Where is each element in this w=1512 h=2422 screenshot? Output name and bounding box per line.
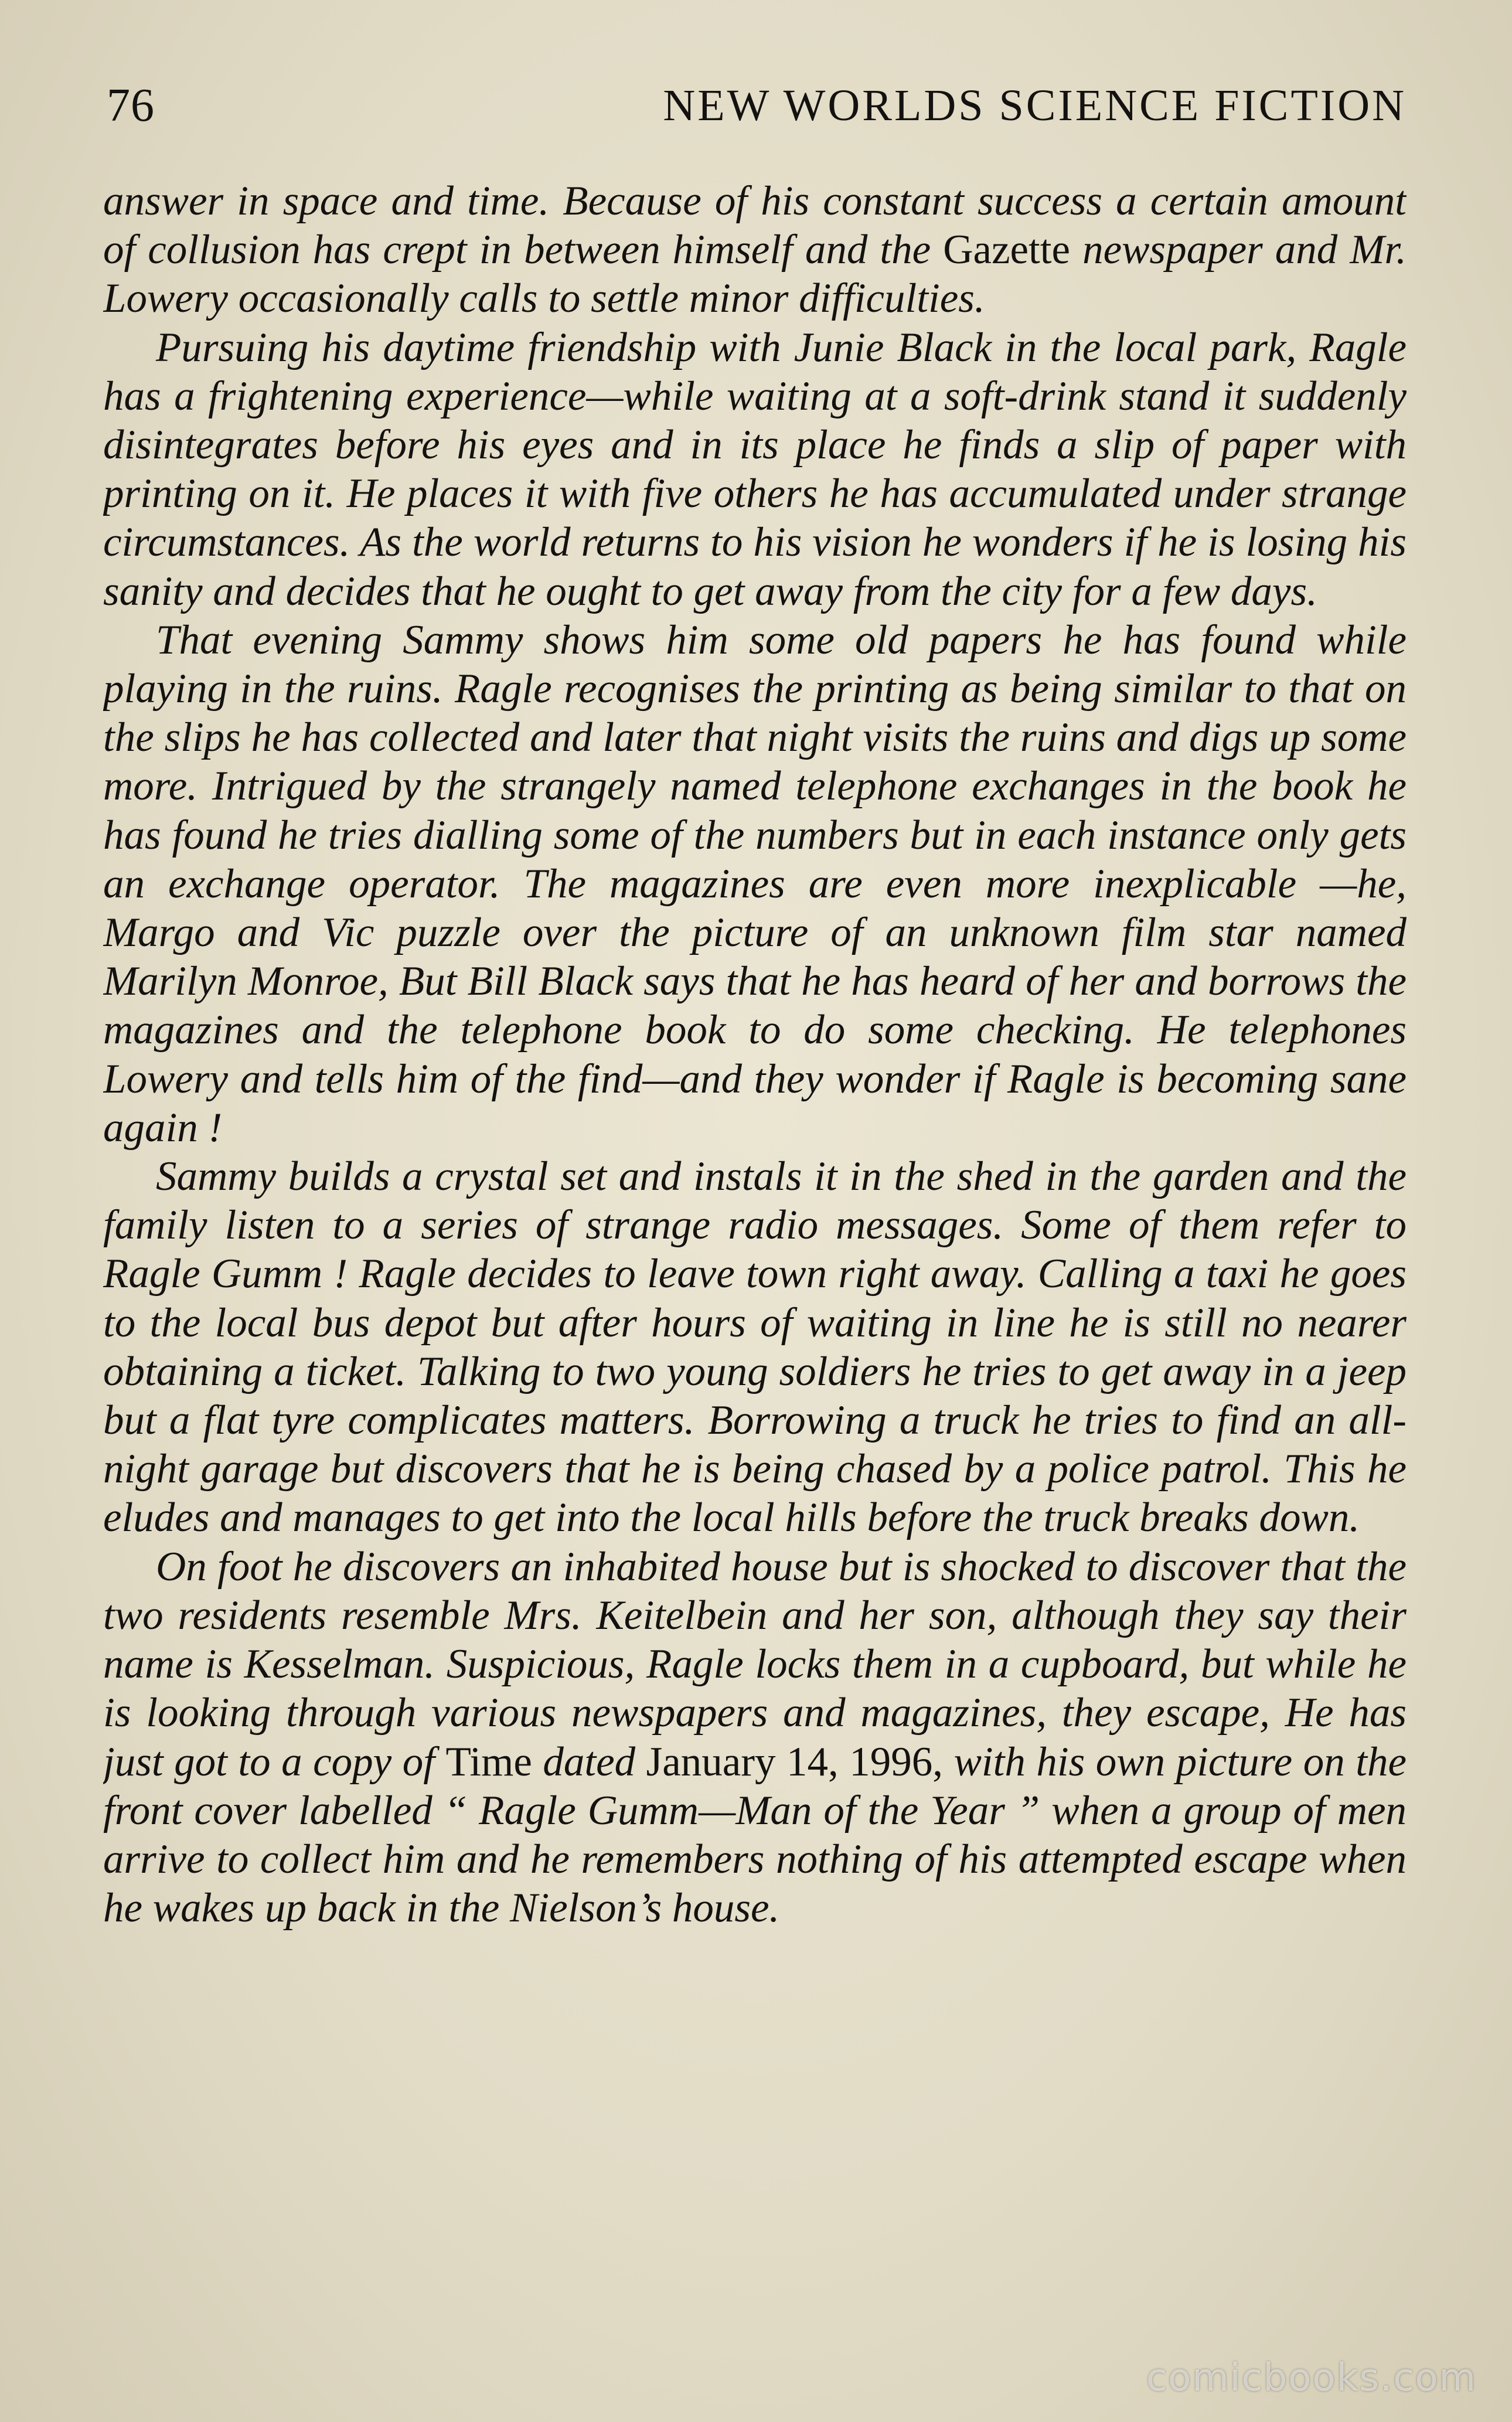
page-header (107, 76, 1407, 135)
cover-date: January 14, 1996, (646, 1739, 944, 1785)
paragraph-2: Pursuing his daytime friendship with Junie Black in the local park, Ragle has a frightening experience—while waiting at a soft-drink stand it suddenly disintegrates before his eyes and in its place he finds a slip of paper with printing on it. He places it with five others he has accumulated under strange circumstances. As the world returns to his vision he wonders if he is losing his sanity and decides that he ought to get away from the city for a few days. (103, 324, 1407, 614)
paragraph-3: That evening Sammy shows him some old papers he has found while playing in the ruins. Ragle recognises the printing as being similar to that on the slips he has collected and later that night visits the ruins and digs up some more. Intrigued by the strangely named telephone exchanges in the book he has found he tries dialling some of the numbers but in each instance only gets an exchange operator. The magazines are even more inexplicable —he, Margo and Vic puzzle over the picture of an unknown film star named Marilyn Monroe, But Bill Black says that he has heard of her and borrows the magazines and the telephone book to do some checking. He telephones Lowery and tells him of the find—and they wonder if Ragle is becoming sane again ! (103, 617, 1407, 1151)
paragraph-1-text-b: newspaper and Mr. Lowery occasionally calls to settle minor difficulties. (103, 227, 1407, 322)
paragraph-5-text-b: dated (532, 1739, 646, 1785)
paragraph-5-text-c: with his own picture on the front cover labelled “ Ragle Gumm—Man of the Year ” when a group of men arrive to collect him and he remembers nothing of his attempted escape when he wakes up back in the Nielson’s house. (103, 1739, 1407, 1931)
gazette-title: Gazette (943, 227, 1070, 273)
time-magazine-title: Time (445, 1739, 532, 1785)
running-title: NEW WORLDS SCIENCE FICTION (663, 81, 1407, 130)
paragraph-5-text-a: On foot he discovers an inhabited house but is shocked to discover that the two residents resemble Mrs. Keitelbein and her son, although they say their name is Kesselman. Suspicious, Ragle locks them in a cupboard, but while he is looking through various newspapers and magazines, they escape, He has just got to a copy of (103, 1543, 1407, 1785)
page-number: 76 (107, 80, 155, 131)
paragraph-4: Sammy builds a crystal set and instals it in the shed in the garden and the family listen to a series of strange radio messages. Some of them refer to Ragle Gumm ! Ragle decides to leave town right away. Calling a taxi he goes to the local bus depot but after hours of waiting in line he is still no nearer obtaining a ticket. Talking to two young soldiers he tries to get away in a jeep but a flat tyre complicates matters. Borrowing a truck he tries to find an all-night garage but discovers that he is being chased by a police patrol. This he eludes and manages to get into the local hills before the truck breaks down. (103, 1154, 1407, 1541)
paragraph-5 (103, 1543, 1407, 1933)
watermark: comicbooks.com (1146, 2356, 1477, 2400)
paragraph-1-text-a: answer in space and time. Because of his constant success a certain amount of collusion has crept in between himself and the (103, 178, 1407, 273)
paragraph-1 (103, 177, 1407, 324)
body-text (103, 177, 1407, 2322)
